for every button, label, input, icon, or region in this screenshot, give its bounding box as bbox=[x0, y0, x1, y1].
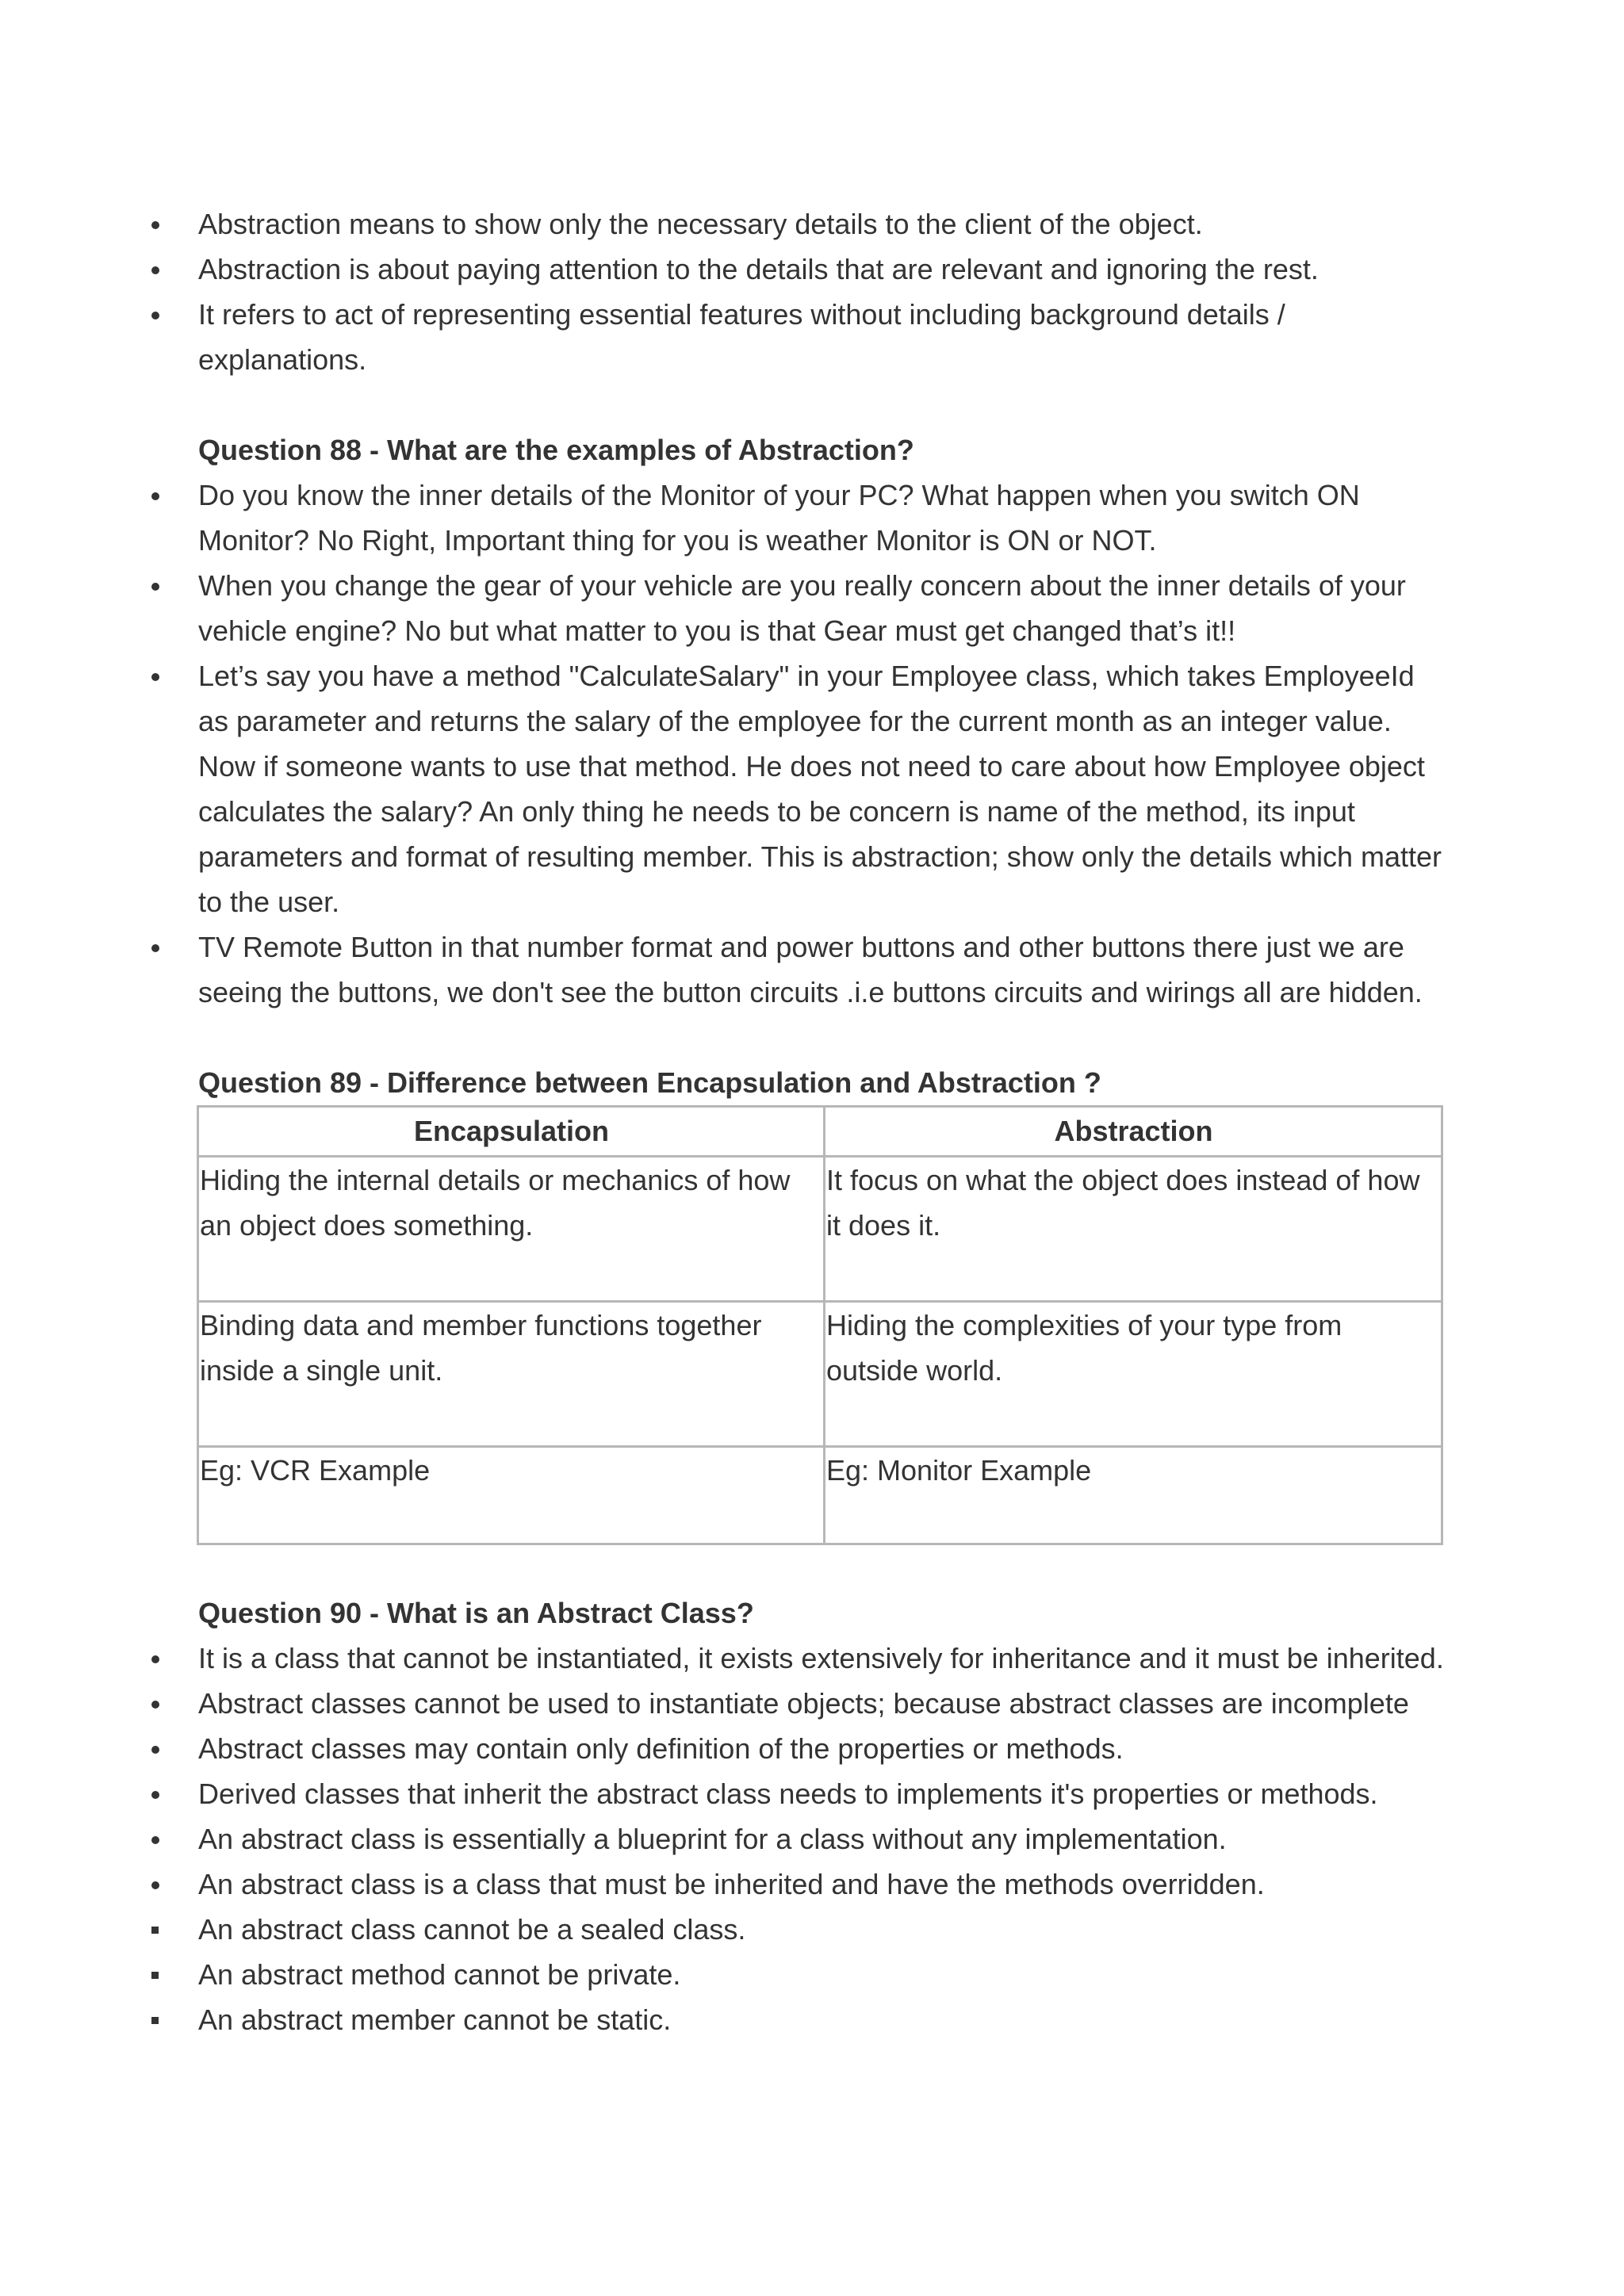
table-cell: Eg: VCR Example bbox=[198, 1447, 825, 1544]
table-cell: Eg: Monitor Example bbox=[825, 1447, 1442, 1544]
intro-bullet-list bbox=[198, 201, 1451, 382]
table-cell: Binding data and member functions together inside a single unit. bbox=[198, 1302, 825, 1447]
table-cell: It focus on what the object does instead of how it does it. bbox=[825, 1157, 1442, 1302]
list-item: An abstract class is a class that must be inherited and have the methods overridden. bbox=[198, 1862, 1451, 1907]
list-item: It refers to act of representing essential features without including background details / explanations. bbox=[198, 292, 1451, 382]
table-header-row bbox=[198, 1107, 1442, 1157]
table-header-abstraction: Abstraction bbox=[825, 1107, 1442, 1157]
list-item: It is a class that cannot be instantiated, it exists extensively for inheritance and it must be inherited. bbox=[198, 1636, 1451, 1681]
table-header-encapsulation: Encapsulation bbox=[198, 1107, 825, 1157]
page-content bbox=[198, 201, 1451, 2042]
question-89-heading: Question 89 - Difference between Encapsulation and Abstraction ? bbox=[198, 1066, 1101, 1099]
list-item: Derived classes that inherit the abstract class needs to implements it's properties or methods. bbox=[198, 1771, 1451, 1816]
list-item: An abstract method cannot be private. bbox=[198, 1952, 1451, 1997]
list-item: Do you know the inner details of the Monitor of your PC? What happen when you switch ON Monitor? No Right, Important thing for you is weather Monitor is ON or NOT. bbox=[198, 473, 1451, 563]
table-cell: Hiding the internal details or mechanics of how an object does something. bbox=[198, 1157, 825, 1302]
q88-bullet-list bbox=[198, 473, 1451, 1015]
list-item: An abstract member cannot be static. bbox=[198, 1997, 1451, 2042]
question-88-heading: Question 88 - What are the examples of Abstraction? bbox=[198, 434, 914, 466]
list-item: TV Remote Button in that number format and power buttons and other buttons there just we are seeing the buttons, we don't see the button circuits .i.e buttons circuits and wirings all are hidden. bbox=[198, 924, 1451, 1015]
q90-bullet-list bbox=[198, 1636, 1451, 2042]
table-row bbox=[198, 1447, 1442, 1544]
table-row bbox=[198, 1157, 1442, 1302]
list-item: Abstraction is about paying attention to the details that are relevant and ignoring the rest. bbox=[198, 247, 1451, 292]
list-item: Abstraction means to show only the necessary details to the client of the object. bbox=[198, 201, 1451, 247]
list-item: Abstract classes may contain only definition of the properties or methods. bbox=[198, 1726, 1451, 1771]
question-90-heading: Question 90 - What is an Abstract Class? bbox=[198, 1597, 754, 1629]
table-row bbox=[198, 1302, 1442, 1447]
list-item: Abstract classes cannot be used to instantiate objects; because abstract classes are incomplete bbox=[198, 1681, 1451, 1726]
comparison-table bbox=[197, 1105, 1443, 1545]
list-item: When you change the gear of your vehicle are you really concern about the inner details of your vehicle engine? No but what matter to you is that Gear must get changed that’s it!! bbox=[198, 563, 1451, 653]
list-item: An abstract class is essentially a blueprint for a class without any implementation. bbox=[198, 1816, 1451, 1862]
list-item: Let’s say you have a method "CalculateSalary" in your Employee class, which takes EmployeeId as parameter and returns the salary of the employee for the current month as an integer value. Now if someone wants to use that method. He does not need to care about how Employee object calculates the salary? An only thing he needs to be concern is name of the method, its input parameters and format of resulting member. This is abstraction; show only the details which matter to the user. bbox=[198, 653, 1451, 924]
list-item: An abstract class cannot be a sealed class. bbox=[198, 1907, 1451, 1952]
table-cell: Hiding the complexities of your type from outside world. bbox=[825, 1302, 1442, 1447]
